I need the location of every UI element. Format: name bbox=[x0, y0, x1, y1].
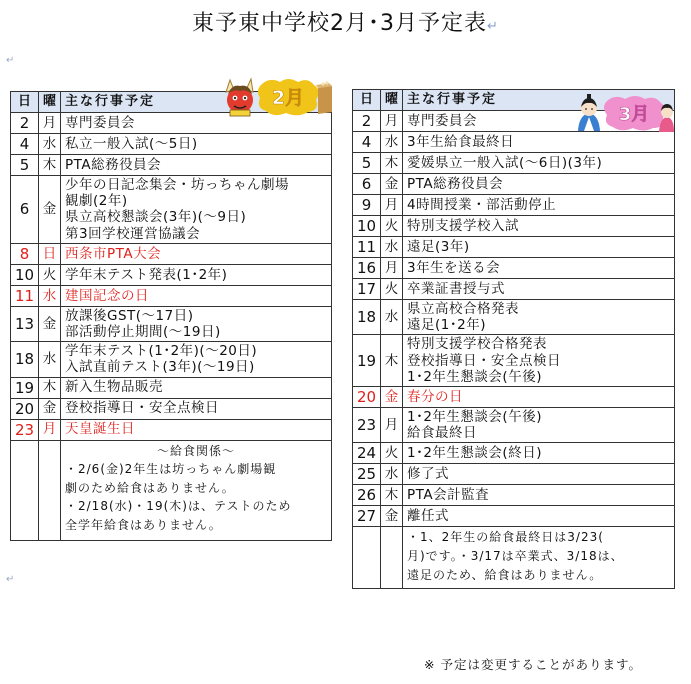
events-cell bbox=[403, 237, 675, 258]
table-row bbox=[353, 407, 675, 442]
table-row bbox=[11, 134, 332, 155]
day-cell: 2 bbox=[353, 111, 381, 132]
day-cell: 4 bbox=[353, 132, 381, 153]
event-line: 新入生物品販売 bbox=[65, 379, 163, 396]
lunch-note-cell bbox=[403, 527, 675, 589]
day-cell: 23 bbox=[11, 419, 39, 440]
table-row bbox=[11, 419, 332, 440]
weekday-cell: 水 bbox=[39, 342, 61, 377]
weekday-cell: 金 bbox=[381, 174, 403, 195]
event-line: 3年生給食最終日 bbox=[407, 133, 515, 150]
empty-cell bbox=[353, 527, 381, 589]
event-line: 少年の日記念集会・坊っちゃん劇場 bbox=[65, 177, 289, 193]
weekday-cell: 金 bbox=[39, 398, 61, 419]
events-cell bbox=[403, 195, 675, 216]
table-row bbox=[11, 264, 332, 285]
day-cell: 5 bbox=[11, 155, 39, 176]
day-cell: 20 bbox=[11, 398, 39, 419]
events-cell bbox=[61, 243, 332, 264]
table-row bbox=[353, 195, 675, 216]
events-cell bbox=[61, 176, 332, 244]
day-cell: 10 bbox=[11, 264, 39, 285]
event-line: 県立高校懇談会(3年)(～9日) bbox=[65, 209, 247, 226]
note-line: 遠足のため、給食はありません。 bbox=[407, 567, 603, 582]
note-line: 月)です。・3/17は卒業式、3/18は、 bbox=[407, 548, 624, 563]
table-row bbox=[11, 398, 332, 419]
events-cell bbox=[403, 407, 675, 442]
paragraph-mark-icon: ↵ bbox=[6, 55, 15, 66]
day-cell: 24 bbox=[353, 443, 381, 464]
event-line: PTA総務役員会 bbox=[407, 175, 504, 192]
events-cell bbox=[403, 258, 675, 279]
event-line: 登校指導日・安全点検日 bbox=[407, 352, 561, 369]
day-cell: 17 bbox=[353, 279, 381, 300]
hina-doll-icon bbox=[578, 94, 600, 131]
event-line: 学年末テスト(1･2年)(～20日) bbox=[65, 343, 258, 360]
event-line: PTA会計監査 bbox=[407, 487, 490, 504]
event-line: 特別支援学校入試 bbox=[407, 217, 519, 234]
events-cell bbox=[403, 464, 675, 485]
weekday-cell: 月 bbox=[381, 195, 403, 216]
day-cell: 5 bbox=[353, 153, 381, 174]
weekday-cell: 木 bbox=[39, 377, 61, 398]
table-row bbox=[11, 377, 332, 398]
day-cell: 26 bbox=[353, 485, 381, 506]
empty-cell bbox=[381, 527, 403, 589]
table-row bbox=[353, 443, 675, 464]
table-row bbox=[353, 506, 675, 527]
events-cell bbox=[61, 285, 332, 306]
event-line: 部活動停止期間(～19日) bbox=[65, 323, 221, 340]
weekday-cell: 木 bbox=[381, 335, 403, 387]
table-row bbox=[353, 174, 675, 195]
table-row bbox=[353, 132, 675, 153]
event-line: 修了式 bbox=[407, 466, 449, 483]
table-row bbox=[353, 335, 675, 387]
february-schedule-table bbox=[10, 91, 332, 541]
note-line: ～給食関係～ bbox=[156, 443, 235, 458]
event-line: 観劇(2年) bbox=[65, 193, 128, 210]
table-row bbox=[11, 176, 332, 244]
event-line: 西条市PTA大会 bbox=[65, 245, 162, 262]
table-row bbox=[353, 237, 675, 258]
events-cell bbox=[403, 443, 675, 464]
weekday-cell: 月 bbox=[39, 113, 61, 134]
weekday-cell: 水 bbox=[39, 285, 61, 306]
day-cell: 13 bbox=[11, 306, 39, 341]
note-line: 劇のため給食はありません。 bbox=[65, 480, 235, 495]
weekday-cell: 金 bbox=[39, 306, 61, 341]
event-line: 1･2年生懇談会(午後) bbox=[407, 408, 542, 425]
weekday-cell: 水 bbox=[381, 237, 403, 258]
events-cell bbox=[403, 300, 675, 335]
day-cell: 4 bbox=[11, 134, 39, 155]
day-cell: 11 bbox=[353, 237, 381, 258]
event-line: 卒業証書授与式 bbox=[407, 280, 505, 297]
event-line: 特別支援学校合格発表 bbox=[407, 336, 547, 353]
event-line: 私立一般入試(～5日) bbox=[65, 135, 198, 152]
events-cell bbox=[403, 386, 675, 407]
day-cell: 6 bbox=[11, 176, 39, 244]
weekday-cell: 金 bbox=[381, 386, 403, 407]
events-cell bbox=[61, 306, 332, 341]
weekday-cell: 月 bbox=[381, 258, 403, 279]
weekday-cell: 月 bbox=[381, 111, 403, 132]
event-line: 遠足(1･2年) bbox=[407, 317, 486, 334]
weekday-cell: 水 bbox=[381, 132, 403, 153]
event-line: 春分の日 bbox=[407, 388, 463, 405]
weekday-cell: 木 bbox=[39, 155, 61, 176]
events-cell bbox=[61, 398, 332, 419]
event-line: 遠足(3年) bbox=[407, 238, 470, 255]
note-line: ・2/18(水)・19(木)は、テストのため bbox=[65, 499, 292, 514]
header-day: 日 bbox=[11, 92, 39, 113]
day-cell: 27 bbox=[353, 506, 381, 527]
event-line: 入試直前テスト(3年)(～19日) bbox=[65, 359, 255, 376]
event-line: 建国記念の日 bbox=[65, 287, 149, 304]
table-row bbox=[353, 216, 675, 237]
event-line: 登校指導日・安全点検日 bbox=[65, 400, 219, 417]
events-cell bbox=[61, 264, 332, 285]
march-schedule-table bbox=[352, 89, 675, 589]
header-events: 主な行事予定 bbox=[403, 90, 675, 111]
bean-box-icon bbox=[316, 81, 332, 114]
table-row bbox=[11, 306, 332, 341]
day-cell: 9 bbox=[353, 195, 381, 216]
events-cell bbox=[61, 419, 332, 440]
day-cell: 8 bbox=[11, 243, 39, 264]
events-cell bbox=[403, 132, 675, 153]
weekday-cell: 金 bbox=[39, 176, 61, 244]
header-weekday: 曜 bbox=[39, 92, 61, 113]
events-cell bbox=[403, 216, 675, 237]
table-row bbox=[353, 485, 675, 506]
event-line: 1･2年生懇談会(終日) bbox=[407, 445, 542, 462]
table-row bbox=[11, 243, 332, 264]
table-row bbox=[353, 279, 675, 300]
weekday-cell: 水 bbox=[381, 464, 403, 485]
events-cell bbox=[61, 134, 332, 155]
schedule-change-notice: ※ 予定は変更することがあります。 bbox=[424, 657, 642, 672]
paragraph-mark-icon: ↵ bbox=[6, 574, 15, 585]
event-line: 離任式 bbox=[407, 508, 449, 525]
day-cell: 11 bbox=[11, 285, 39, 306]
event-line: 放課後GST(～17日) bbox=[65, 307, 194, 324]
day-cell: 20 bbox=[353, 386, 381, 407]
note-line: ・1、2年生の給食最終日は3/23( bbox=[407, 530, 604, 545]
oni-demon-icon bbox=[226, 79, 253, 116]
table-row bbox=[353, 464, 675, 485]
march-badge bbox=[575, 93, 675, 133]
events-cell bbox=[61, 377, 332, 398]
day-cell: 16 bbox=[353, 258, 381, 279]
event-line: 専門委員会 bbox=[65, 114, 135, 131]
day-cell: 18 bbox=[353, 300, 381, 335]
table-row bbox=[353, 386, 675, 407]
february-badge bbox=[222, 76, 334, 118]
header-day: 日 bbox=[353, 90, 381, 111]
note-line: 全学年給食はありません。 bbox=[65, 517, 222, 532]
event-line: 愛媛県立一般入試(～6日)(3年) bbox=[407, 154, 603, 171]
weekday-cell: 木 bbox=[381, 485, 403, 506]
note-line: ・2/6(金)2年生は坊っちゃん劇場観 bbox=[65, 462, 277, 477]
empty-cell bbox=[11, 440, 39, 541]
paragraph-mark-icon: ↵ bbox=[487, 19, 499, 34]
event-line: 学年末テスト発表(1･2年) bbox=[65, 266, 228, 283]
day-cell: 10 bbox=[353, 216, 381, 237]
events-cell bbox=[403, 485, 675, 506]
day-cell: 23 bbox=[353, 407, 381, 442]
weekday-cell: 金 bbox=[381, 506, 403, 527]
day-cell: 19 bbox=[353, 335, 381, 387]
weekday-cell: 木 bbox=[381, 153, 403, 174]
day-cell: 2 bbox=[11, 113, 39, 134]
events-cell bbox=[61, 155, 332, 176]
event-line: 専門委員会 bbox=[407, 112, 477, 129]
event-line: PTA総務役員会 bbox=[65, 156, 162, 173]
table-row bbox=[353, 258, 675, 279]
page-title: 東予東中学校2月･3月予定表↵ bbox=[192, 11, 499, 36]
weekday-cell: 月 bbox=[39, 419, 61, 440]
event-line: 3年生を送る会 bbox=[407, 259, 501, 276]
weekday-cell: 水 bbox=[381, 300, 403, 335]
table-row bbox=[11, 155, 332, 176]
event-line: 給食最終日 bbox=[407, 425, 477, 442]
table-row bbox=[353, 300, 675, 335]
event-line: 第3回学校運営協議会 bbox=[65, 225, 201, 242]
february-badge-label: 2月 bbox=[271, 87, 305, 109]
day-cell: 18 bbox=[11, 342, 39, 377]
weekday-cell: 火 bbox=[381, 279, 403, 300]
day-cell: 19 bbox=[11, 377, 39, 398]
table-row bbox=[353, 153, 675, 174]
event-line: 県立高校合格発表 bbox=[407, 301, 519, 317]
events-cell bbox=[61, 342, 332, 377]
weekday-cell: 火 bbox=[381, 443, 403, 464]
lunch-note-cell bbox=[61, 440, 332, 541]
event-line: 1･2年生懇談会(午後) bbox=[407, 368, 542, 385]
march-badge-label: 3月 bbox=[618, 104, 650, 125]
header-events: 主な行事予定 bbox=[61, 92, 332, 113]
lunch-note-row bbox=[353, 527, 675, 589]
weekday-cell: 月 bbox=[381, 407, 403, 442]
weekday-cell: 火 bbox=[381, 216, 403, 237]
event-line: 天皇誕生日 bbox=[65, 421, 135, 438]
table-row bbox=[11, 342, 332, 377]
event-line: 4時間授業・部活動停止 bbox=[407, 196, 557, 213]
empty-cell bbox=[39, 440, 61, 541]
weekday-cell: 火 bbox=[39, 264, 61, 285]
table-row bbox=[11, 285, 332, 306]
day-cell: 6 bbox=[353, 174, 381, 195]
events-cell bbox=[403, 153, 675, 174]
day-cell: 25 bbox=[353, 464, 381, 485]
events-cell bbox=[403, 174, 675, 195]
weekday-cell: 日 bbox=[39, 243, 61, 264]
events-cell bbox=[403, 506, 675, 527]
header-weekday: 曜 bbox=[381, 90, 403, 111]
lunch-note-row bbox=[11, 440, 332, 541]
events-cell bbox=[403, 335, 675, 387]
events-cell bbox=[403, 279, 675, 300]
weekday-cell: 水 bbox=[39, 134, 61, 155]
